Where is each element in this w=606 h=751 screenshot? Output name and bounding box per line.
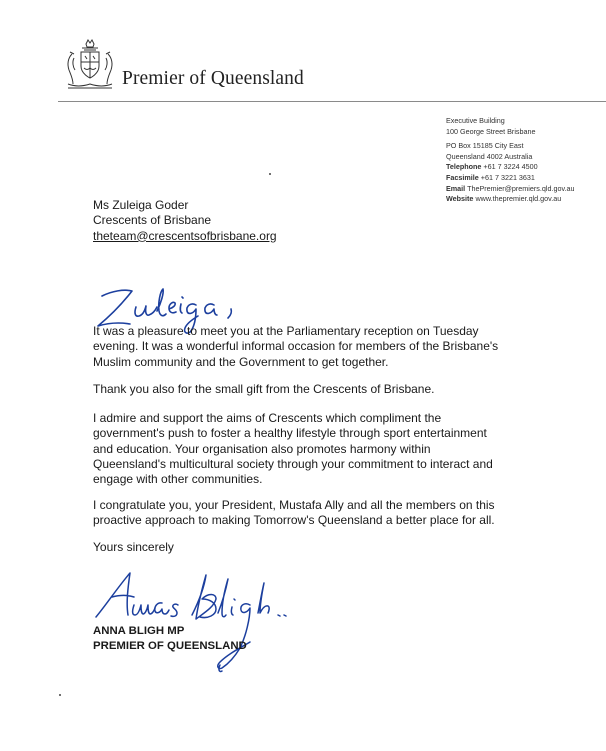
email-line	[446, 184, 575, 195]
recipient-organisation: Crescents of Brisbane	[93, 213, 212, 228]
telephone-line	[446, 162, 575, 173]
signer-title: PREMIER OF QUEENSLAND	[93, 640, 247, 653]
website-label: Website	[446, 194, 474, 204]
telephone-value: +61 7 3224 4500	[483, 162, 538, 172]
body-paragraph-3	[93, 411, 493, 487]
letterhead-divider	[58, 101, 606, 102]
body-paragraph-4	[93, 498, 495, 529]
sender-address-block	[446, 116, 575, 205]
telephone-label: Telephone	[446, 162, 482, 172]
paragraph-line: and education. Your organisation also promotes harmony within	[93, 441, 431, 456]
body-paragraph-1	[93, 324, 498, 370]
scan-speck	[59, 694, 61, 696]
address-building: Executive Building	[446, 116, 505, 125]
recipient-email-link[interactable]: theteam@crescentsofbrisbane.org	[93, 228, 277, 243]
paragraph-line: proactive approach to making Tomorrow's Queensland a better place for all.	[93, 513, 495, 528]
paragraph-line: I admire and support the aims of Crescents which compliment the	[93, 411, 442, 425]
facsimile-value: +61 7 3221 3631	[480, 172, 535, 182]
address-street: 100 George Street Brisbane	[446, 126, 536, 136]
recipient-block	[93, 198, 277, 244]
paragraph-line: government's push to foster a healthy lifestyle through sport entertainment	[93, 426, 487, 441]
website-line	[446, 194, 575, 205]
recipient-name: Ms Zuleiga Goder	[93, 198, 189, 212]
paragraph-line: It was a pleasure to meet you at the Parliamentary reception on Tuesday	[93, 324, 479, 338]
paragraph-line: Queensland's multicultural society through your commitment to interact and	[93, 456, 493, 471]
paragraph-line: I congratulate you, your President, Mustafa Ally and all the members on this	[93, 498, 495, 512]
facsimile-label: Facsimile	[446, 172, 479, 182]
paragraph-line: evening. It was a wonderful informal occasion for members of the Brisbane's	[93, 339, 499, 354]
scan-speck	[269, 173, 271, 175]
paragraph-line: Muslim community and the Government to get together.	[93, 354, 389, 369]
facsimile-line	[446, 173, 575, 184]
letterhead-title: Premier of Queensland	[122, 68, 304, 89]
address-postcode: Queensland 4002 Australia	[446, 151, 533, 161]
website-value: www.thepremier.qld.gov.au	[475, 194, 562, 204]
email-label: Email	[446, 183, 466, 193]
closing-line	[93, 540, 174, 555]
address-po-box: PO Box 15185 City East	[446, 141, 524, 151]
paragraph-line: engage with other communities.	[93, 472, 263, 487]
email-value: ThePremier@premiers.qld.gov.au	[467, 183, 575, 193]
paragraph-line: Thank you also for the small gift from the Crescents of Brisbane.	[93, 382, 435, 396]
signer-name: ANNA BLIGH MP	[93, 625, 185, 637]
queensland-coat-of-arms-icon	[64, 38, 116, 92]
handwritten-signature	[92, 565, 302, 677]
signer-block	[93, 624, 247, 655]
closing-text: Yours sincerely	[93, 540, 174, 554]
body-paragraph-2	[93, 382, 434, 397]
